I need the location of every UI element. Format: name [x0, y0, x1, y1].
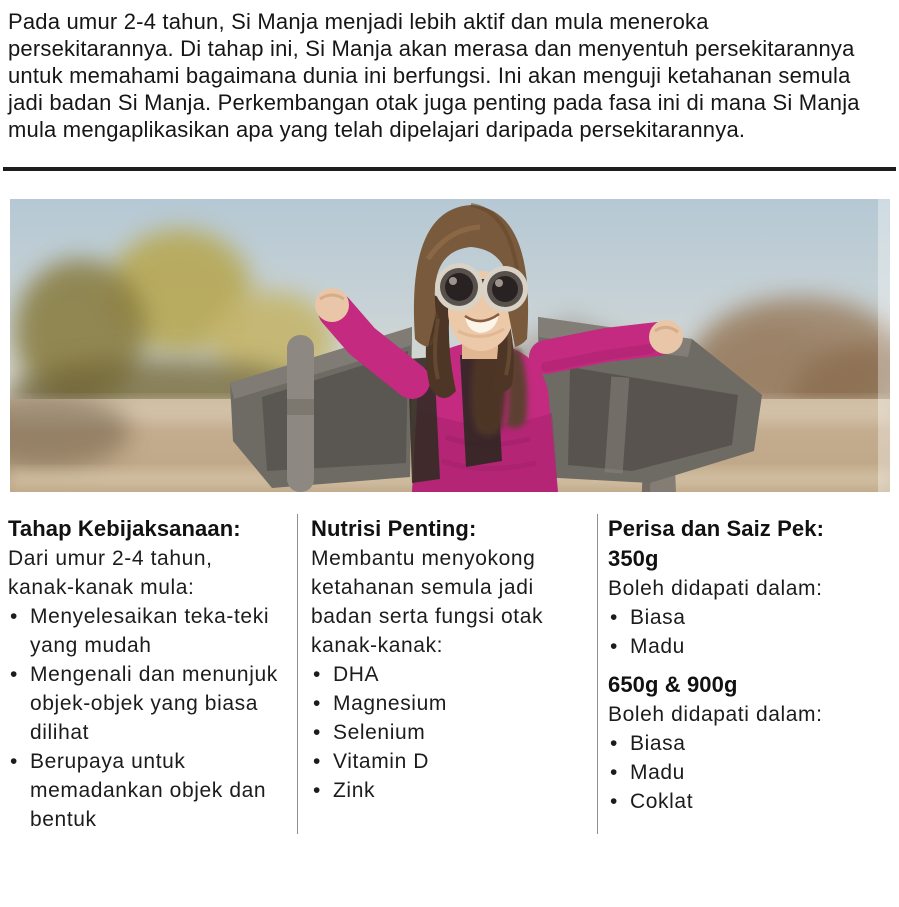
column-development-stage	[8, 514, 297, 834]
list-item: • Vitamin D	[311, 747, 583, 776]
list-item: • Zink	[311, 776, 583, 805]
bullet-list	[8, 602, 279, 834]
list-item: • Berupaya untuk memadankan objek dan bentuk	[8, 747, 279, 834]
size-section-650g-900g	[608, 670, 886, 816]
list-item: • Biasa	[608, 603, 886, 632]
bullet-list	[311, 660, 583, 805]
column-intro: Membantu menyokong ketahanan semula jadi badan serta fungsi otak kanak-kanak:	[311, 547, 544, 657]
hero-photo	[10, 199, 890, 492]
column-nutrients	[297, 514, 597, 834]
list-item: • Magnesium	[311, 689, 583, 718]
column-heading: Perisa dan Saiz Pek:	[608, 516, 824, 541]
column-intro: Dari umur 2-4 tahun, kanak-kanak mula:	[8, 547, 213, 599]
column-heading: Tahap Kebijaksanaan:	[8, 516, 241, 541]
list-item: • Menyelesaikan teka-teki yang mudah	[8, 602, 279, 660]
hero-photo-illustration	[10, 199, 890, 492]
list-item: • Mengenali dan menunjuk objek-objek yang biasa dilihat	[8, 660, 279, 747]
info-columns	[8, 514, 890, 834]
list-item: • Selenium	[311, 718, 583, 747]
size-subheading: 350g	[608, 546, 659, 571]
column-heading: Nutrisi Penting:	[311, 516, 477, 541]
availability-intro: Boleh didapati dalam:	[608, 577, 823, 600]
section-divider	[3, 167, 896, 171]
availability-intro: Boleh didapati dalam:	[608, 703, 823, 726]
list-item: • Coklat	[608, 787, 886, 816]
list-item: • Madu	[608, 758, 886, 787]
product-info-page	[0, 8, 899, 907]
column-flavours-sizes	[597, 514, 890, 834]
list-item: • Biasa	[608, 729, 886, 758]
list-item: • DHA	[311, 660, 583, 689]
size-subheading: 650g & 900g	[608, 672, 738, 697]
intro-paragraph: Pada umur 2-4 tahun, Si Manja menjadi lebih aktif dan mula meneroka persekitarannya. Di tahap ini, Si Manja akan merasa dan menyentuh persekitarannya untuk memahami bagaimana dunia ini berfungsi. Ini akan menguji ketahanan semula jadi badan Si Manja. Perkembangan otak juga penting pada fasa ini di mana Si Manja mula mengaplikasikan apa yang telah dipelajari daripada persekitarannya.	[8, 9, 860, 142]
bullet-list	[608, 729, 886, 816]
size-section-350g	[608, 544, 886, 661]
list-item: • Madu	[608, 632, 886, 661]
bullet-list	[608, 603, 886, 661]
